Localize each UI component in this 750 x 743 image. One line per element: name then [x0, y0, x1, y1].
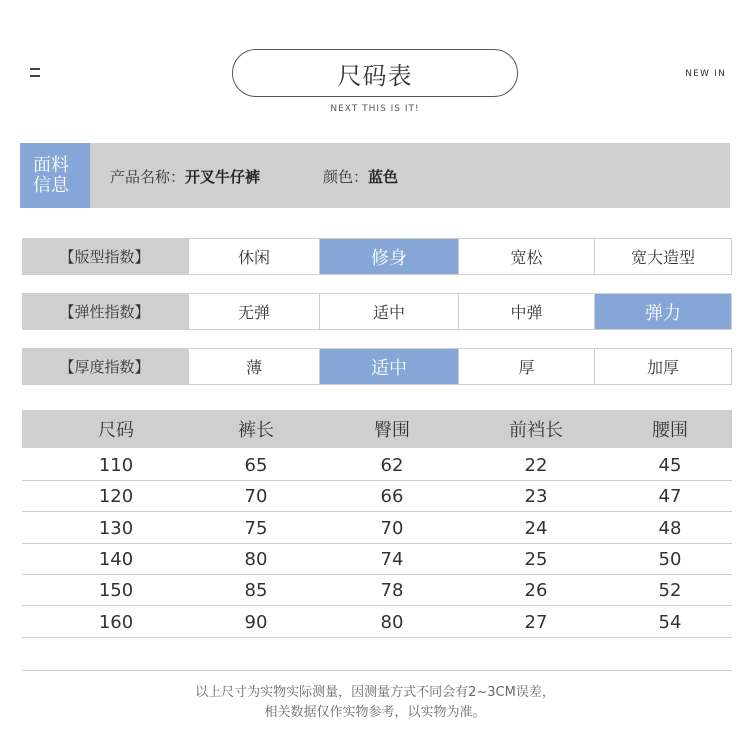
table-cell: 24: [524, 517, 548, 539]
index-option: 加厚: [595, 349, 731, 384]
table-cell: 160: [98, 611, 134, 633]
table-cell: 110: [98, 455, 134, 476]
table-cell: 80: [244, 548, 268, 570]
table-row: [22, 450, 732, 481]
table-cell: 25: [524, 548, 548, 570]
column-header: 前裆长: [509, 420, 563, 441]
fabric-info-label: 面料信息: [20, 143, 90, 208]
page-subtitle: NEXT THIS IS IT!: [330, 104, 420, 114]
table-cell: 50: [658, 548, 682, 570]
table-cell: 130: [98, 517, 134, 539]
divider: [22, 670, 732, 671]
table-cell: 65: [244, 455, 268, 476]
index-option: 弹力: [595, 294, 731, 329]
column-header: 腰围: [652, 420, 688, 441]
index-option: 无弹: [189, 294, 319, 329]
index-option: 厚: [459, 349, 594, 384]
index-label: 【厚度指数】: [59, 358, 150, 376]
table-row: [22, 481, 732, 512]
index-option: 宽松: [459, 239, 594, 274]
page-title: 尺码表: [232, 49, 518, 97]
index-row: [22, 348, 732, 385]
index-option: 宽大造型: [595, 239, 731, 274]
table-cell: 75: [244, 517, 268, 539]
table-cell: 150: [98, 580, 134, 602]
table-cell: 85: [244, 580, 268, 602]
index-label: 【版型指数】: [59, 248, 150, 266]
index-option: 薄: [189, 349, 319, 384]
index-option: 修身: [320, 239, 458, 274]
new-in-tag: NEW IN: [685, 69, 726, 79]
column-header: 裤长: [238, 420, 274, 441]
table-cell: 66: [380, 486, 404, 508]
size-table-header: [22, 410, 732, 448]
note-line-2: 相关数据仅作实物参考，以实物为准。: [264, 705, 486, 720]
table-cell: 80: [380, 611, 404, 633]
product-name: 产品名称：开叉牛仔裤: [110, 168, 261, 186]
table-cell: 62: [380, 455, 404, 476]
table-row: [22, 544, 732, 575]
table-cell: 48: [658, 517, 682, 539]
table-cell: 22: [524, 455, 548, 476]
index-option: 适中: [320, 349, 458, 384]
fabric-info-bar: [20, 143, 730, 208]
table-row: [22, 575, 732, 606]
table-cell: 78: [380, 580, 404, 602]
index-option: 休闲: [189, 239, 319, 274]
index-row: [22, 293, 732, 330]
table-row: [22, 607, 732, 638]
table-cell: 120: [98, 486, 134, 508]
table-cell: 47: [658, 486, 682, 508]
note-line-1: 以上尺寸为实物实际测量，因测量方式不同会有2~3CM误差，: [195, 685, 555, 700]
menu-icon[interactable]: [30, 66, 40, 78]
index-label: 【弹性指数】: [59, 303, 150, 321]
index-option: 适中: [320, 294, 458, 329]
table-cell: 70: [380, 517, 404, 539]
column-header: 尺码: [98, 420, 134, 441]
table-cell: 27: [524, 611, 548, 633]
column-header: 臀围: [374, 420, 410, 441]
table-cell: 26: [524, 580, 548, 602]
table-cell: 23: [524, 486, 548, 508]
product-color: 颜色：蓝色: [323, 168, 399, 186]
table-cell: 74: [380, 548, 404, 570]
index-option: 中弹: [459, 294, 594, 329]
table-cell: 45: [658, 455, 682, 476]
table-cell: 70: [244, 486, 268, 508]
table-cell: 90: [244, 611, 268, 633]
table-row: [22, 513, 732, 544]
index-row: [22, 238, 732, 275]
table-cell: 52: [658, 580, 682, 602]
table-cell: 140: [98, 548, 134, 570]
table-cell: 54: [658, 611, 682, 633]
